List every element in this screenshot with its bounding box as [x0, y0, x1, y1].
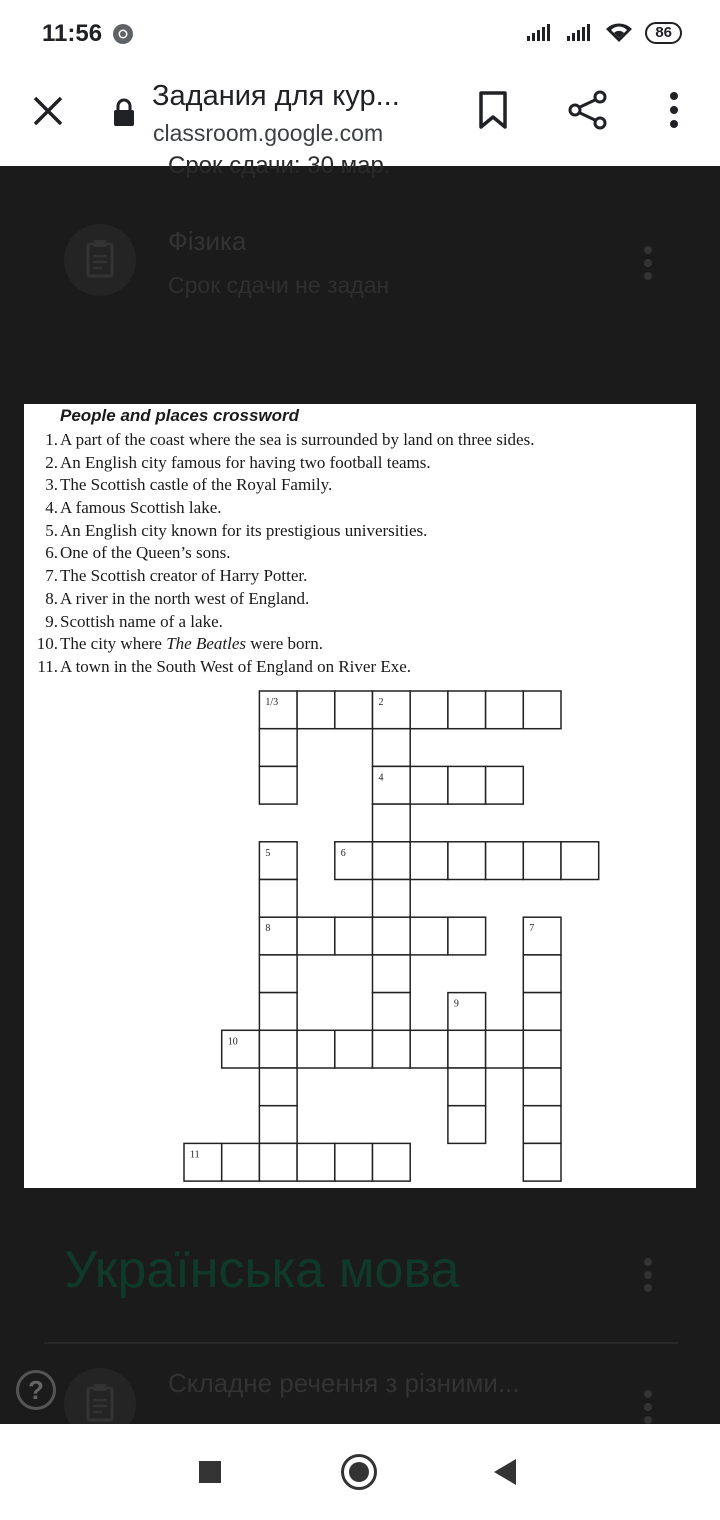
crossword-cell[interactable]	[373, 917, 411, 955]
clue-number: 4.	[45, 498, 58, 518]
clue-text: An English city known for its prestigious universities.	[60, 520, 428, 540]
crossword-cell[interactable]	[259, 1030, 297, 1068]
crossword-cell[interactable]	[259, 880, 297, 918]
clue-item	[28, 634, 692, 657]
clue-text: A town in the South West of England on River Exe.	[60, 656, 412, 676]
clue-text: The Scottish castle of the Royal Family.	[60, 475, 333, 495]
clue-number: 10.	[36, 634, 58, 654]
page-title: Задания для кур...	[152, 80, 400, 112]
cell-number-label: 5	[265, 847, 271, 859]
crossword-cell[interactable]	[486, 842, 524, 880]
crossword-cell[interactable]	[523, 917, 561, 955]
clue-number: 1.	[45, 430, 58, 449]
bookmark-icon[interactable]	[476, 90, 510, 130]
clue-number: 6.	[45, 543, 58, 563]
section-divider	[44, 1342, 678, 1344]
lock-icon	[112, 98, 136, 128]
clue-item	[28, 430, 692, 453]
crossword-cell[interactable]	[448, 1068, 486, 1106]
crossword-cell[interactable]	[448, 766, 486, 804]
crossword-cell[interactable]	[523, 1143, 561, 1181]
crossword-cell[interactable]	[335, 842, 373, 880]
clue-number: 2.	[45, 452, 58, 472]
crossword-cell[interactable]	[259, 993, 297, 1031]
clue-item	[28, 475, 692, 498]
crossword-cell[interactable]	[523, 842, 561, 880]
navigation-bar	[0, 1424, 720, 1520]
crossword-cell[interactable]	[373, 804, 411, 842]
assignment-icon	[64, 224, 136, 296]
crossword-cell[interactable]	[448, 1106, 486, 1144]
crossword-cell[interactable]	[410, 842, 448, 880]
crossword-cell[interactable]	[297, 1143, 335, 1181]
next-assignment-title[interactable]: Складне речення з різними...	[168, 1368, 520, 1398]
clue-text: An English city famous for having two football teams.	[60, 452, 431, 472]
back-button[interactable]	[494, 1459, 516, 1485]
crossword-cell[interactable]	[259, 691, 297, 729]
clue-number: 3.	[45, 475, 58, 495]
battery-indicator: 86	[645, 22, 682, 44]
crossword-cell[interactable]	[523, 691, 561, 729]
assignment-avatar	[64, 224, 136, 296]
clue-number: 11.	[37, 656, 58, 676]
crossword-cell[interactable]	[184, 1143, 222, 1181]
status-bar	[0, 0, 720, 68]
cell-number-label: 7	[529, 923, 535, 935]
clue-item	[28, 543, 692, 566]
crossword-cell[interactable]	[259, 1143, 297, 1181]
crossword-cell[interactable]	[259, 729, 297, 767]
crossword-cell[interactable]	[259, 917, 297, 955]
cell-number-label: 6	[340, 847, 346, 859]
crossword-cell[interactable]	[373, 1143, 411, 1181]
crossword-cell[interactable]	[523, 1068, 561, 1106]
crossword-cell[interactable]	[486, 766, 524, 804]
crossword-cell[interactable]	[486, 691, 524, 729]
background-partial-row: Срок сдачи: 30 мар.	[168, 152, 391, 179]
crossword-cell[interactable]	[373, 766, 411, 804]
clue-item	[28, 498, 692, 521]
crossword-cell[interactable]	[335, 1143, 373, 1181]
section-more-icon[interactable]	[644, 1258, 654, 1297]
clue-list	[28, 430, 692, 680]
cell-number-label: 2	[378, 697, 384, 708]
crossword-cell[interactable]	[448, 842, 486, 880]
more-vert-icon[interactable]	[662, 88, 686, 132]
cell-number-label: 9	[453, 998, 459, 1010]
crossword-cell[interactable]	[259, 955, 297, 993]
crossword-cell[interactable]	[448, 917, 486, 955]
chrome-icon	[112, 23, 134, 45]
clue-text: One of the Queen’s sons.	[60, 543, 231, 563]
crossword-cell[interactable]	[523, 993, 561, 1031]
crossword-cell[interactable]	[523, 955, 561, 993]
clue-text: A river in the north west of England.	[60, 588, 310, 608]
crossword-cell[interactable]	[373, 993, 411, 1031]
assignment-more-icon[interactable]	[644, 246, 654, 285]
crossword-cell[interactable]	[448, 993, 486, 1031]
crossword-cell[interactable]	[410, 691, 448, 729]
assignment-title[interactable]: Фізика	[168, 226, 247, 256]
clue-item	[28, 612, 692, 635]
crossword-cell[interactable]	[523, 1030, 561, 1068]
clue-text: A famous Scottish lake.	[60, 498, 222, 518]
crossword-cell[interactable]	[448, 691, 486, 729]
clue-text: The Scottish creator of Harry Potter.	[60, 566, 308, 586]
crossword-cell[interactable]	[259, 766, 297, 804]
crossword-cell[interactable]	[410, 766, 448, 804]
recent-apps-button[interactable]	[199, 1461, 221, 1483]
crossword-cell[interactable]	[259, 1106, 297, 1144]
cell-number-label: 11	[190, 1149, 200, 1161]
crossword-cell[interactable]	[486, 1030, 524, 1068]
crossword-cell[interactable]	[373, 955, 411, 993]
clue-text: The city where The Beatles were born.	[60, 634, 323, 654]
crossword-cell[interactable]	[222, 1030, 260, 1068]
cell-number-label: 4	[378, 772, 384, 784]
wifi-icon	[605, 22, 633, 44]
share-icon[interactable]	[566, 88, 610, 132]
crossword-cell[interactable]	[373, 1030, 411, 1068]
crossword-cell[interactable]	[297, 691, 335, 729]
crossword-cell[interactable]	[373, 691, 411, 729]
crossword-cell[interactable]	[259, 842, 297, 880]
status-indicators	[525, 22, 682, 44]
clue-item	[28, 657, 692, 680]
assignment-due: Срок сдачи не задан	[168, 272, 390, 298]
clue-text: A part of the coast where the sea is surrounded by land on three sides.	[60, 430, 535, 449]
status-time: 11:56	[42, 20, 103, 47]
crossword-title: People and places crossword	[60, 406, 300, 425]
clue-number: 5.	[45, 520, 58, 540]
clue-item	[28, 589, 692, 612]
crossword-cell[interactable]	[523, 1106, 561, 1144]
crossword-cell[interactable]	[222, 1143, 260, 1181]
section-heading: Українська мова	[64, 1241, 460, 1299]
cell-number-label: 10	[227, 1036, 238, 1048]
crossword-cell[interactable]	[335, 917, 373, 955]
clue-number: 8.	[45, 588, 58, 608]
crossword-cell[interactable]	[297, 1030, 335, 1068]
crossword-cell[interactable]	[448, 1030, 486, 1068]
crossword-cell[interactable]	[373, 880, 411, 918]
crossword-cell[interactable]	[410, 917, 448, 955]
clue-number: 7.	[45, 566, 58, 586]
crossword-image[interactable]	[24, 404, 696, 1188]
crossword-cell[interactable]	[335, 1030, 373, 1068]
home-button[interactable]	[341, 1454, 377, 1490]
cell-number-label: 8	[265, 923, 271, 935]
clue-number: 9.	[45, 611, 58, 631]
crossword-cell[interactable]	[297, 917, 335, 955]
signal-icon	[525, 24, 553, 42]
help-icon[interactable]: ?	[16, 1370, 56, 1410]
crossword-cell[interactable]	[335, 691, 373, 729]
page-url: classroom.google.com	[153, 120, 384, 146]
signal-icon-2	[565, 24, 593, 42]
clue-item	[28, 521, 692, 544]
cell-number-label: 1/3	[265, 697, 279, 708]
crossword-cell[interactable]	[561, 842, 599, 880]
crossword-cell[interactable]	[373, 842, 411, 880]
clue-item	[28, 453, 692, 476]
crossword-cell[interactable]	[410, 1030, 448, 1068]
crossword-cell[interactable]	[373, 729, 411, 767]
crossword-cell[interactable]	[259, 1068, 297, 1106]
close-icon[interactable]	[30, 93, 66, 129]
clue-text: Scottish name of a lake.	[60, 611, 223, 631]
clue-item	[28, 566, 692, 589]
